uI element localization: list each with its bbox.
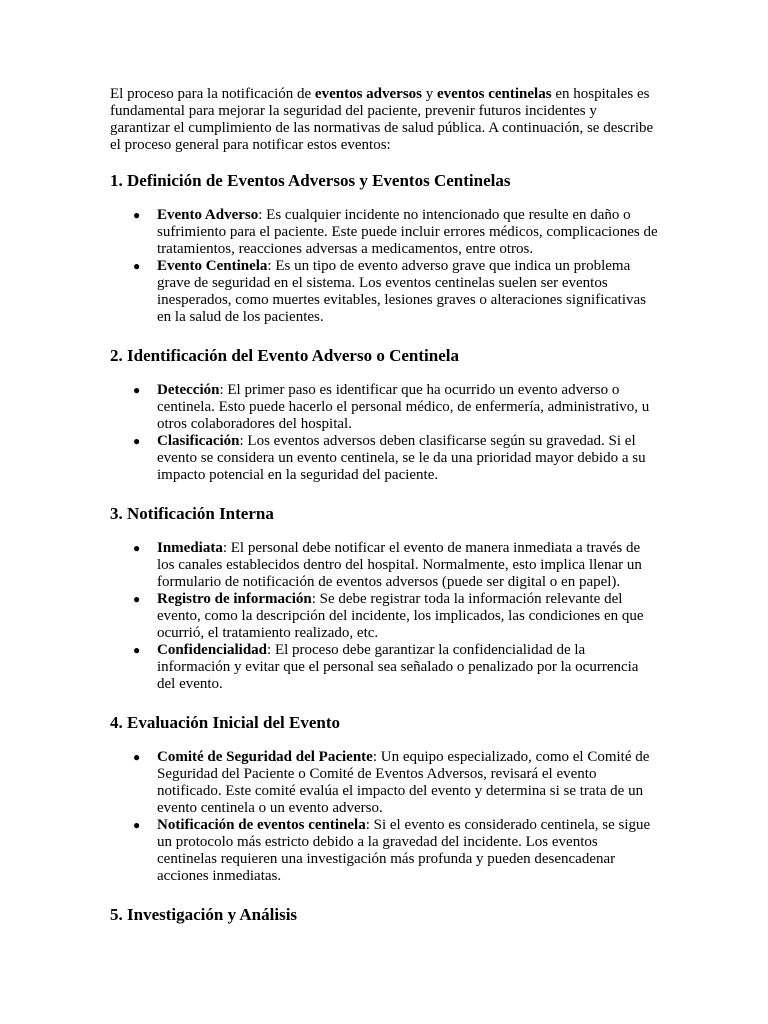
bullet-icon: ● [133,592,141,606]
item-term: Clasificación [157,433,240,449]
section-2-heading: 2. Identificación del Evento Adverso o Centinela [110,346,459,365]
intro-text-1: El proceso para la notificación de [110,86,315,102]
item-text: : Es un tipo de evento adverso grave que indica un problema grave de seguridad en el sistema. Los eventos centinelas suelen ser eventos inesperados, como muertes evitables, lesiones graves o alteraciones significativas en la salud de los pacientes. [157,258,647,325]
item-text: : Un equipo especializado, como el Comité de Seguridad del Paciente o Comité de Eventos Adversos, revisará el evento notificado. Este comité evalúa el impacto del evento y determina si se trata de un evento centinela o un evento adverso. [157,749,650,816]
section-1-list [110,207,660,326]
item-text: : El primer paso es identificar que ha ocurrido un evento adverso o centinela. Esto puede hacerlo el personal médico, de enfermería, administrativo, u otros colaboradores del hospital. [157,382,650,432]
intro-paragraph [110,86,660,154]
intro-text-3: en hospitales es fundamental para mejorar la seguridad del paciente, prevenir futuros incidentes y garantizar el cumplimiento de las normativas de salud pública. A continuación, se describe el proceso general para notificar estos eventos: [110,86,654,153]
item-term: Comité de Seguridad del Paciente [157,749,373,765]
section-4-heading: 4. Evaluación Inicial del Evento [110,713,340,732]
item-text: : El personal debe notificar el evento de manera inmediata a través de los canales establecidos dentro del hospital. Normalmente, esto implica llenar un formulario de notificación de eventos adversos (puede ser digital o en papel). [157,540,642,590]
list-item [133,258,660,326]
bullet-icon: ● [133,208,141,222]
list-item [133,207,660,258]
item-term: Inmediata [157,540,223,556]
item-term: Notificación de eventos centinela [157,817,366,833]
bullet-icon: ● [133,434,141,448]
list-item [133,642,660,693]
bullet-icon: ● [133,259,141,273]
section-5-heading: 5. Investigación y Análisis [110,905,298,924]
item-text: : Es cualquier incidente no intencionado que resulte en daño o sufrimiento para el paciente. Este puede incluir errores médicos, complicaciones de tratamientos, reacciones adversas a medicamentos, entre otros. [157,207,658,257]
list-item [133,817,660,885]
section-2-list [110,382,660,484]
section-3-heading: 3. Notificación Interna [110,504,274,523]
item-term: Registro de información [157,591,312,607]
intro-bold-1: eventos adversos [314,86,422,102]
section-1-heading: 1. Definición de Eventos Adversos y Eventos Centinelas [110,171,511,190]
item-text: : Se debe registrar toda la información relevante del evento, como la descripción del incidente, los implicados, las condiciones en que ocurrió, el tratamiento realizado, etc. [157,591,644,641]
item-text: : El proceso debe garantizar la confidencialidad de la información y evitar que el personal sea señalado o penalizado por la ocurrencia del evento. [157,642,639,692]
section-3-list [110,540,660,693]
bullet-icon: ● [133,383,141,397]
intro-bold-2: eventos centinelas [437,86,552,102]
list-item [133,382,660,433]
list-item [133,591,660,642]
item-term: Evento Centinela [157,258,268,274]
bullet-icon: ● [133,541,141,555]
item-text: : Los eventos adversos deben clasificarse según su gravedad. Si el evento se considera un evento centinela, se le da una prioridad mayor debido a su impacto potencial en la seguridad del paciente. [157,433,646,483]
item-text: : Si el evento es considerado centinela, se sigue un protocolo más estricto debido a la gravedad del incidente. Los eventos centinelas requieren una investigación más profunda y pueden desencadenar acciones inmediatas. [157,817,651,884]
list-item [133,749,660,817]
intro-text-2: y [422,86,437,102]
bullet-icon: ● [133,750,141,764]
item-term: Detección [157,382,220,398]
item-term: Confidencialidad [157,642,268,658]
section-4-list [110,749,660,885]
item-term: Evento Adverso [157,207,259,223]
list-item [133,433,660,484]
bullet-icon: ● [133,643,141,657]
list-item [133,540,660,591]
bullet-icon: ● [133,818,141,832]
